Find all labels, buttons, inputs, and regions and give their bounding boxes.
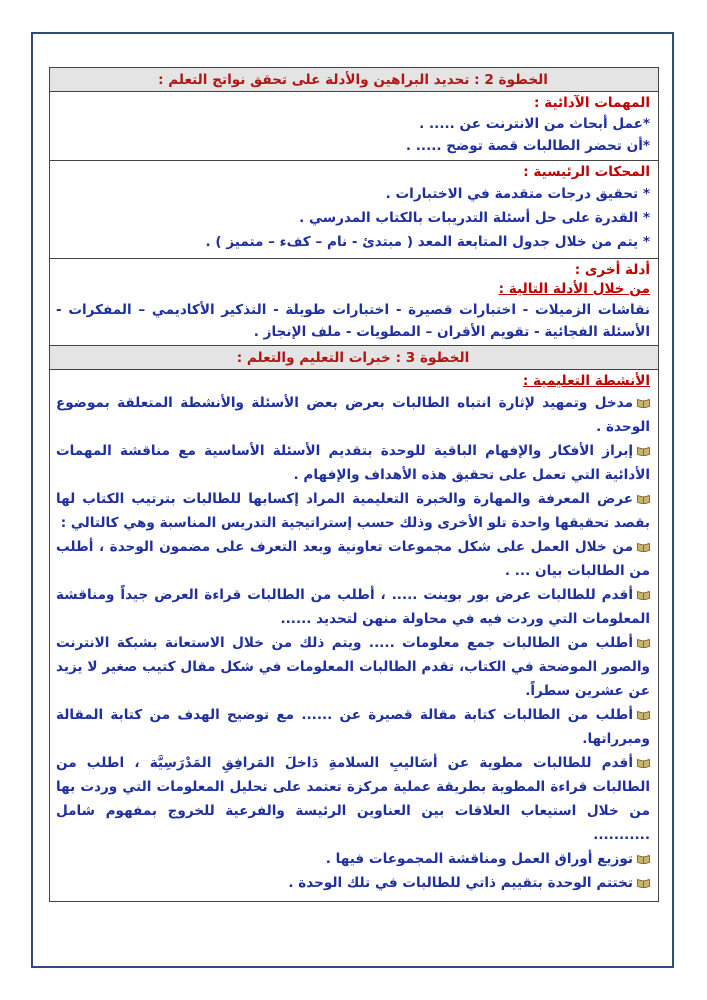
- book-icon: [637, 494, 650, 504]
- criteria-heading: المحكات الرئيسية :: [523, 164, 650, 180]
- activity-item: [56, 751, 650, 847]
- activity-text: عرض المعرفة والمهارة والخبرة التعليمية المراد إكسابها للطالبات بترتيب الكتاب لها بقصد تحقيقها واحدة تلو الأخرى وذلك حسب إستراتيجية التدريس المناسبة وهي كالتالي :: [56, 491, 650, 531]
- activity-list: [56, 391, 650, 895]
- book-icon: [637, 638, 650, 648]
- activity-item: [56, 439, 650, 487]
- book-icon: [637, 590, 650, 600]
- tasks-heading: المهمات الآدائية :: [534, 95, 650, 111]
- book-icon: [637, 758, 650, 768]
- tasks-section: [50, 92, 658, 161]
- book-icon: [637, 710, 650, 720]
- activity-item: [56, 583, 650, 631]
- activity-text: توزيع أوراق العمل ومناقشة المجموعات فيها .: [325, 851, 633, 867]
- activity-text: من خلال العمل على شكل مجموعات تعاونية وبعد التعرف على مضمون الوحدة ، أطلب من الطالبات بيان ... .: [56, 539, 650, 579]
- step2-title: الخطوة 2 : تحديد البراهين والأدلة على تحقق نواتج التعلم :: [158, 71, 548, 88]
- other-evidence-subheading: من خلال الأدلة التالية :: [498, 281, 650, 297]
- step3-header: [50, 346, 658, 370]
- criteria-item: * يتم من خلال جدول المتابعة المعد ( مبتدئ - نام – كفء – متميز ) .: [205, 234, 650, 250]
- other-evidence-heading: أدلة أخرى :: [574, 262, 650, 278]
- activity-text: تختتم الوحدة بتقييم ذاتي للطالبات في تلك الوحدة .: [288, 875, 633, 891]
- activity-item: [56, 703, 650, 751]
- activity-text: إبراز الأفكار والإفهام الباقية للوحدة بتقديم الأسئلة الأساسية مع مناقشة المهمات الأدائية التي تعمل على تحقيق هذه الأهداف والإفهام .: [56, 443, 650, 483]
- task-item: *أن تحضر الطالبات قصة توضح ..... .: [405, 138, 650, 154]
- activities-heading: الأنشطة التعليمية :: [522, 373, 650, 389]
- activity-text: أقدم للطالبات مطوية عن أسَاليبِ السلامةِ دَاخلَ المَرافِقِ المَدْرَسِيَّة ، اطلب من الطالبات قراءة المطوية بطريقة عملية مركزة تعتمد على تحليل المعلومات التي وردت بها من خلال استيعاب العلاقات بين العناوين الرئيسة والفرعية للخروج بمفهوم شامل ...........: [56, 755, 650, 843]
- activity-item: [56, 847, 650, 871]
- step3-title: الخطوة 3 : خبرات التعليم والتعلم :: [236, 349, 470, 366]
- lesson-plan-table: [49, 67, 659, 902]
- activity-item: [56, 631, 650, 703]
- criteria-item: * القدرة على حل أسئلة التدريبات بالكتاب المدرسي .: [299, 210, 650, 226]
- activity-text: أقدم للطالبات عرض بور بوينت ..... ، أطلب من الطالبات قراءة العرض جيداً ومناقشة المعلومات التي وردت فيه في محاولة منهن لتحديد ......: [56, 587, 650, 627]
- other-evidence-text: نقاشات الزميلات - اختبارات قصيرة - اختبارات طويلة - التذكير الأكاديمي – المفكرات - الأسئلة الفجائية - تقويم الأقران – المطويات - ملف الإنجاز .: [56, 302, 650, 340]
- activity-text: أطلب من الطالبات كتابة مقالة قصيرة عن ...... مع توضيح الهدف من كتابة المقالة ومبرراتها.: [56, 707, 650, 747]
- book-icon: [637, 854, 650, 864]
- criteria-section: [50, 161, 658, 259]
- activity-text: مدخل وتمهيد لإثارة انتباه الطالبات بعرض بعض الأسئلة والأنشطة المتعلقة بموضوع الوحدة .: [56, 395, 650, 435]
- criteria-item: * تحقيق درجات متقدمة في الاختبارات .: [385, 186, 650, 202]
- activity-text: أطلب من الطالبات جمع معلومات ..... ويتم ذلك من خلال الاستعانة بشبكة الانترنت والصور الموضحة في الكتاب، تقدم الطالبات المعلومات في شكل مقال كتيب صغير لا يزيد عن عشرين سطراً.: [56, 635, 650, 699]
- book-icon: [637, 446, 650, 456]
- activity-item: [56, 535, 650, 583]
- activity-item: [56, 391, 650, 439]
- activity-item: [56, 487, 650, 535]
- book-icon: [637, 542, 650, 552]
- step2-header: [50, 68, 658, 92]
- other-evidence-section: [50, 259, 658, 346]
- activity-item: [56, 871, 650, 895]
- book-icon: [637, 398, 650, 408]
- book-icon: [637, 878, 650, 888]
- task-item: *عمل أبحاث من الانترنت عن ..... .: [419, 116, 650, 132]
- activities-section: [50, 370, 658, 901]
